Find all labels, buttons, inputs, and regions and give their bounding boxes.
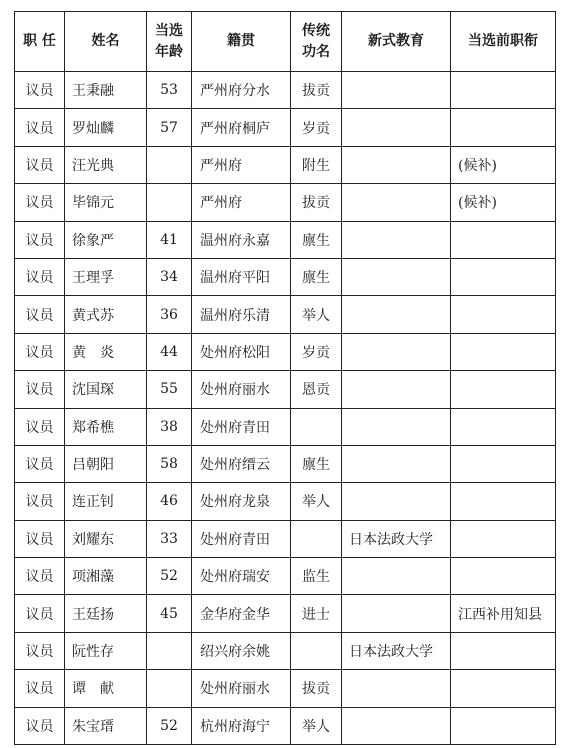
cell-age: 44 [147, 333, 192, 370]
cell-age: 33 [147, 520, 192, 557]
cell-education: 日本法政大学 [342, 632, 451, 669]
table-row [15, 632, 556, 669]
cell-prior-title [451, 296, 556, 333]
cell-age: 46 [147, 483, 192, 520]
cell-age: 57 [147, 109, 192, 146]
cell-name: 郑希樵 [65, 408, 147, 445]
cell-age: 41 [147, 221, 192, 258]
cell-prior-title [451, 258, 556, 295]
header-post: 职 任 [15, 12, 65, 72]
cell-origin: 处州府丽水 [192, 670, 291, 707]
cell-degree: 举人 [291, 296, 342, 333]
cell-age: 53 [147, 72, 192, 109]
cell-origin: 绍兴府余姚 [192, 632, 291, 669]
cell-degree: 拔贡 [291, 72, 342, 109]
table-row [15, 333, 556, 370]
cell-post: 议员 [15, 72, 65, 109]
cell-education [342, 184, 451, 221]
cell-degree: 廪生 [291, 258, 342, 295]
cell-age [147, 184, 192, 221]
table-header [15, 12, 556, 72]
cell-origin: 温州府乐清 [192, 296, 291, 333]
cell-education [342, 371, 451, 408]
cell-post: 议员 [15, 333, 65, 370]
cell-age [147, 146, 192, 183]
table-row [15, 520, 556, 557]
cell-age: 38 [147, 408, 192, 445]
cell-prior-title [451, 670, 556, 707]
cell-education [342, 109, 451, 146]
cell-degree: 岁贡 [291, 333, 342, 370]
cell-name: 黄式苏 [65, 296, 147, 333]
cell-prior-title [451, 520, 556, 557]
cell-post: 议员 [15, 109, 65, 146]
cell-prior-title [451, 72, 556, 109]
cell-degree: 举人 [291, 707, 342, 744]
cell-age [147, 670, 192, 707]
cell-education [342, 296, 451, 333]
header-name: 姓名 [65, 12, 147, 72]
cell-age: 34 [147, 258, 192, 295]
table-row [15, 707, 556, 744]
cell-prior-title [451, 408, 556, 445]
cell-post: 议员 [15, 707, 65, 744]
cell-age: 52 [147, 558, 192, 595]
cell-degree [291, 632, 342, 669]
table-row [15, 595, 556, 632]
cell-education [342, 445, 451, 482]
cell-post: 议员 [15, 632, 65, 669]
cell-education [342, 258, 451, 295]
table-row [15, 109, 556, 146]
cell-name: 刘耀东 [65, 520, 147, 557]
cell-origin: 杭州府海宁 [192, 707, 291, 744]
cell-origin: 处州府瑞安 [192, 558, 291, 595]
cell-degree [291, 408, 342, 445]
header-row [15, 12, 556, 72]
cell-education [342, 670, 451, 707]
table-row [15, 184, 556, 221]
cell-prior-title [451, 707, 556, 744]
cell-degree: 举人 [291, 483, 342, 520]
cell-name: 连正钊 [65, 483, 147, 520]
cell-origin: 处州府青田 [192, 520, 291, 557]
table-row [15, 371, 556, 408]
cell-education [342, 595, 451, 632]
cell-prior-title: 江西补用知县 [451, 595, 556, 632]
cell-education [342, 333, 451, 370]
cell-origin: 处州府缙云 [192, 445, 291, 482]
cell-name: 毕锦元 [65, 184, 147, 221]
cell-education [342, 558, 451, 595]
cell-name: 徐象严 [65, 221, 147, 258]
cell-post: 议员 [15, 184, 65, 221]
cell-post: 议员 [15, 296, 65, 333]
cell-name: 朱宝瑨 [65, 707, 147, 744]
cell-origin: 处州府丽水 [192, 371, 291, 408]
cell-post: 议员 [15, 221, 65, 258]
cell-post: 议员 [15, 483, 65, 520]
cell-origin: 金华府金华 [192, 595, 291, 632]
cell-origin: 温州府平阳 [192, 258, 291, 295]
roster-table [14, 11, 556, 745]
table-row [15, 72, 556, 109]
cell-post: 议员 [15, 595, 65, 632]
cell-prior-title: (候补) [451, 184, 556, 221]
cell-age: 45 [147, 595, 192, 632]
cell-name: 王理孚 [65, 258, 147, 295]
cell-post: 议员 [15, 558, 65, 595]
cell-degree: 进士 [291, 595, 342, 632]
table-row [15, 483, 556, 520]
cell-prior-title [451, 445, 556, 482]
cell-post: 议员 [15, 146, 65, 183]
cell-name: 黄 炎 [65, 333, 147, 370]
cell-prior-title [451, 333, 556, 370]
cell-degree: 监生 [291, 558, 342, 595]
cell-post: 议员 [15, 445, 65, 482]
cell-education [342, 707, 451, 744]
cell-age: 55 [147, 371, 192, 408]
table-row [15, 670, 556, 707]
cell-education [342, 146, 451, 183]
table-row [15, 445, 556, 482]
cell-prior-title [451, 109, 556, 146]
cell-age: 52 [147, 707, 192, 744]
cell-name: 王廷扬 [65, 595, 147, 632]
cell-origin: 处州府青田 [192, 408, 291, 445]
cell-name: 谭 献 [65, 670, 147, 707]
cell-post: 议员 [15, 371, 65, 408]
cell-origin: 严州府桐庐 [192, 109, 291, 146]
cell-prior-title [451, 558, 556, 595]
cell-origin: 严州府 [192, 146, 291, 183]
cell-age [147, 632, 192, 669]
header-age: 当选 年龄 [147, 12, 192, 72]
table-row [15, 296, 556, 333]
cell-degree: 拔贡 [291, 184, 342, 221]
cell-origin: 处州府龙泉 [192, 483, 291, 520]
cell-post: 议员 [15, 258, 65, 295]
cell-education [342, 408, 451, 445]
cell-degree: 廪生 [291, 445, 342, 482]
table-row [15, 221, 556, 258]
cell-degree: 附生 [291, 146, 342, 183]
cell-name: 汪光典 [65, 146, 147, 183]
header-degree: 传统 功名 [291, 12, 342, 72]
cell-post: 议员 [15, 520, 65, 557]
cell-name: 项湘藻 [65, 558, 147, 595]
cell-education [342, 72, 451, 109]
table-row [15, 558, 556, 595]
cell-education: 日本法政大学 [342, 520, 451, 557]
cell-name: 阮性存 [65, 632, 147, 669]
cell-name: 吕朝阳 [65, 445, 147, 482]
cell-degree: 廪生 [291, 221, 342, 258]
cell-age: 36 [147, 296, 192, 333]
cell-age: 58 [147, 445, 192, 482]
cell-name: 王秉融 [65, 72, 147, 109]
cell-origin: 严州府分水 [192, 72, 291, 109]
cell-post: 议员 [15, 670, 65, 707]
cell-degree: 拔贡 [291, 670, 342, 707]
cell-prior-title: (候补) [451, 146, 556, 183]
table-row [15, 408, 556, 445]
cell-origin: 处州府松阳 [192, 333, 291, 370]
table-row [15, 146, 556, 183]
table-row [15, 258, 556, 295]
header-education: 新式教育 [342, 12, 451, 72]
cell-prior-title [451, 483, 556, 520]
cell-name: 罗灿麟 [65, 109, 147, 146]
cell-prior-title [451, 371, 556, 408]
cell-name: 沈国琛 [65, 371, 147, 408]
cell-education [342, 483, 451, 520]
cell-origin: 温州府永嘉 [192, 221, 291, 258]
table-body [15, 72, 556, 745]
cell-post: 议员 [15, 408, 65, 445]
cell-prior-title [451, 632, 556, 669]
header-prior-title: 当选前职衔 [451, 12, 556, 72]
cell-education [342, 221, 451, 258]
header-origin: 籍贯 [192, 12, 291, 72]
cell-degree [291, 520, 342, 557]
cell-origin: 严州府 [192, 184, 291, 221]
cell-degree: 岁贡 [291, 109, 342, 146]
cell-degree: 恩贡 [291, 371, 342, 408]
cell-prior-title [451, 221, 556, 258]
